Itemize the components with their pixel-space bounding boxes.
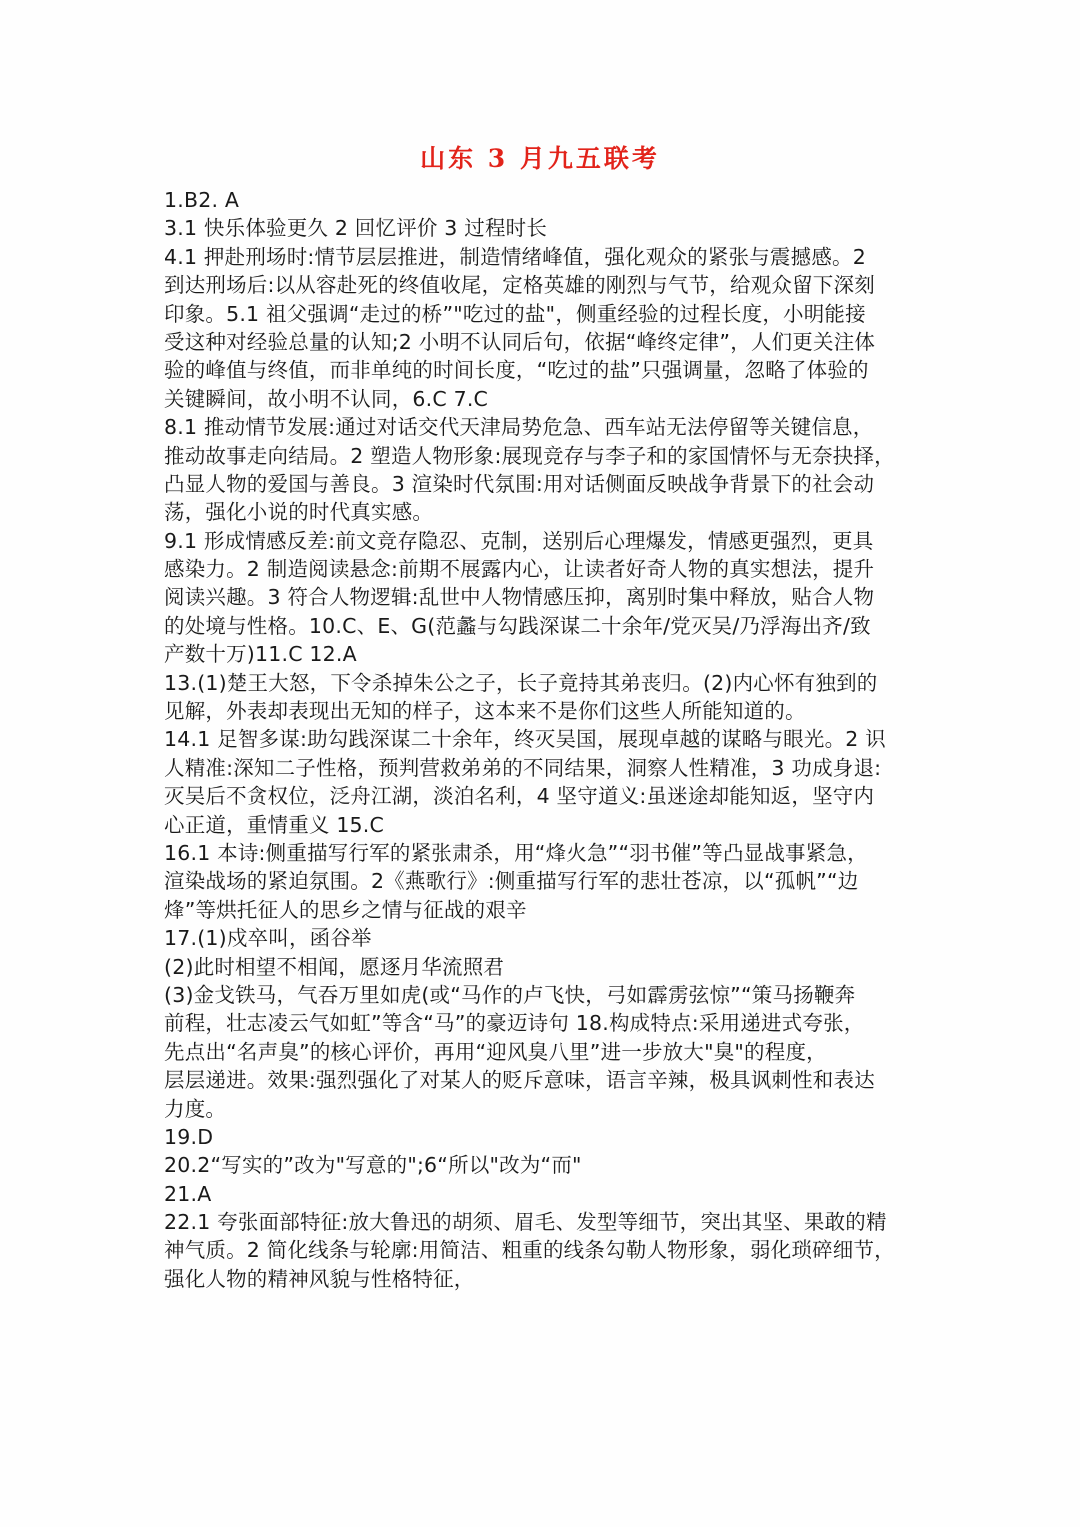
text-line: 的处境与性格。10.C、E、G(范蠡与勾践深谋二十余年/党灭吴/乃浮海出齐/致 (164, 613, 871, 638)
text-line: 印象。5.1 祖父强调“走过的桥”"吃过的盐"，侧重经验的过程长度，小明能接 (164, 301, 866, 326)
text-line: 产数十万)11.C 12.A (164, 642, 357, 667)
text-line: 到达刑场后:以从容赴死的终值收尾，定格英雄的刚烈与气节，给观众留下深刻 (164, 273, 875, 298)
text-line: 8.1 推动情节发展:通过对话交代天津局势危急、西车站无法停留等关键信息， (164, 415, 874, 440)
text-line: 灭吴后不贪权位，泛舟江湖，淡泊名利，4 坚守道义:虽迷途却能知返，坚守内 (164, 784, 875, 809)
text-line: 感染力。2 制造阅读悬念:前期不展露内心，让读者好奇人物的真实想法，提升 (164, 557, 875, 582)
text-line: (3)金戈铁马，气吞万里如虎(或“马作的卢飞快，弓如霹雳弦惊”“策马扬鞭奔 (164, 982, 856, 1007)
text-line: 3.1 快乐体验更久 2 回忆评价 3 过程时长 (164, 216, 548, 241)
text-line: 人精准:深知二子性格，预判营救弟弟的不同结果，洞察人性精准，3 功成身退: (164, 755, 882, 780)
text-line: 1.B2. A (164, 188, 240, 212)
text-line: 先点出“名声臭”的核心评价，再用“迎风臭八里”进一步放大"臭"的程度， (164, 1039, 827, 1064)
text-line: 16.1 本诗:侧重描写行军的紧张肃杀，用“烽火急”“羽书催”等凸显战事紧急， (164, 840, 868, 865)
text-line: 受这种对经验总量的认知;2 小明不认同后句，依据“峰终定律”，人们更关注体 (164, 329, 876, 354)
text-line: 前程，壮志凌云气如虹”等含“马”的豪迈诗句 18.构成特点:采用递进式夸张， (164, 1011, 865, 1036)
text-line: 17.(1)戍卒叫，函谷举 (164, 926, 372, 951)
text-line: 推动故事走向结局。2 塑造人物形象:展现竞存与李子和的家国情怀与无奈抉择， (164, 443, 895, 468)
text-line: 见解，外表却表现出无知的样子，这本来不是你们这些人所能知道的。 (164, 699, 806, 724)
text-line: 层层递进。效果:强烈强化了对某人的贬斥意味，语言辛辣，极具讽刺性和表达 (164, 1068, 875, 1093)
answer-content (164, 186, 924, 1293)
text-line: 渲染战场的紧迫氛围。2《燕歌行》:侧重描写行军的悲壮苍凉，以“孤帆”“边 (164, 869, 859, 894)
text-line: 验的峰值与终值，而非单纯的时间长度，“吃过的盐”只强调量，忽略了体验的 (164, 358, 869, 383)
text-line: 14.1 足智多谋:助勾践深谋二十余年，终灭吴国，展现卓越的谋略与眼光。2 识 (164, 727, 886, 752)
text-line: 烽”等烘托征人的思乡之情与征战的艰辛 (164, 897, 527, 922)
text-line: 4.1 押赴刑场时:情节层层推进，制造情绪峰值，强化观众的紧张与震撼感。2 (164, 244, 866, 269)
text-line: 阅读兴趣。3 符合人物逻辑:乱世中人物情感压抑，离别时集中释放，贴合人物 (164, 585, 875, 610)
text-line: 强化人物的精神风貌与性格特征， (164, 1266, 475, 1291)
text-line: 关键瞬间，故小明不认同，6.C 7.C (164, 386, 489, 411)
document-title: 山东 3 月九五联考 (420, 144, 660, 173)
text-line: 力度。 (164, 1096, 227, 1121)
text-line: 21.A (164, 1181, 212, 1206)
text-line: 19.D (164, 1124, 214, 1149)
text-line: 神气质。2 简化线条与轮廓:用简洁、粗重的线条勾勒人物形象，弱化琐碎细节， (164, 1238, 895, 1263)
text-line: 凸显人物的爱国与善良。3 渲染时代氛围:用对话侧面反映战争背景下的社会动 (164, 471, 875, 496)
text-line: (2)此时相望不相闻，愿逐月华流照君 (164, 954, 505, 979)
text-line: 心正道，重情重义 15.C (164, 812, 385, 837)
text-line: 9.1 形成情感反差:前文竞存隐忍、克制，送别后心理爆发，情感更强烈，更具 (164, 528, 874, 553)
text-line: 荡，强化小说的时代真实感。 (164, 500, 434, 525)
text-line: 13.(1)楚王大怒，下令杀掉朱公之子，长子竟持其弟丧归。(2)内心怀有独到的 (164, 670, 878, 695)
text-line: 20.2“写实的”改为"写意的";6“所以"改为“而" (164, 1153, 582, 1178)
text-line: 22.1 夸张面部特征:放大鲁迅的胡须、眉毛、发型等细节，突出其坚、果敢的精 (164, 1210, 887, 1235)
